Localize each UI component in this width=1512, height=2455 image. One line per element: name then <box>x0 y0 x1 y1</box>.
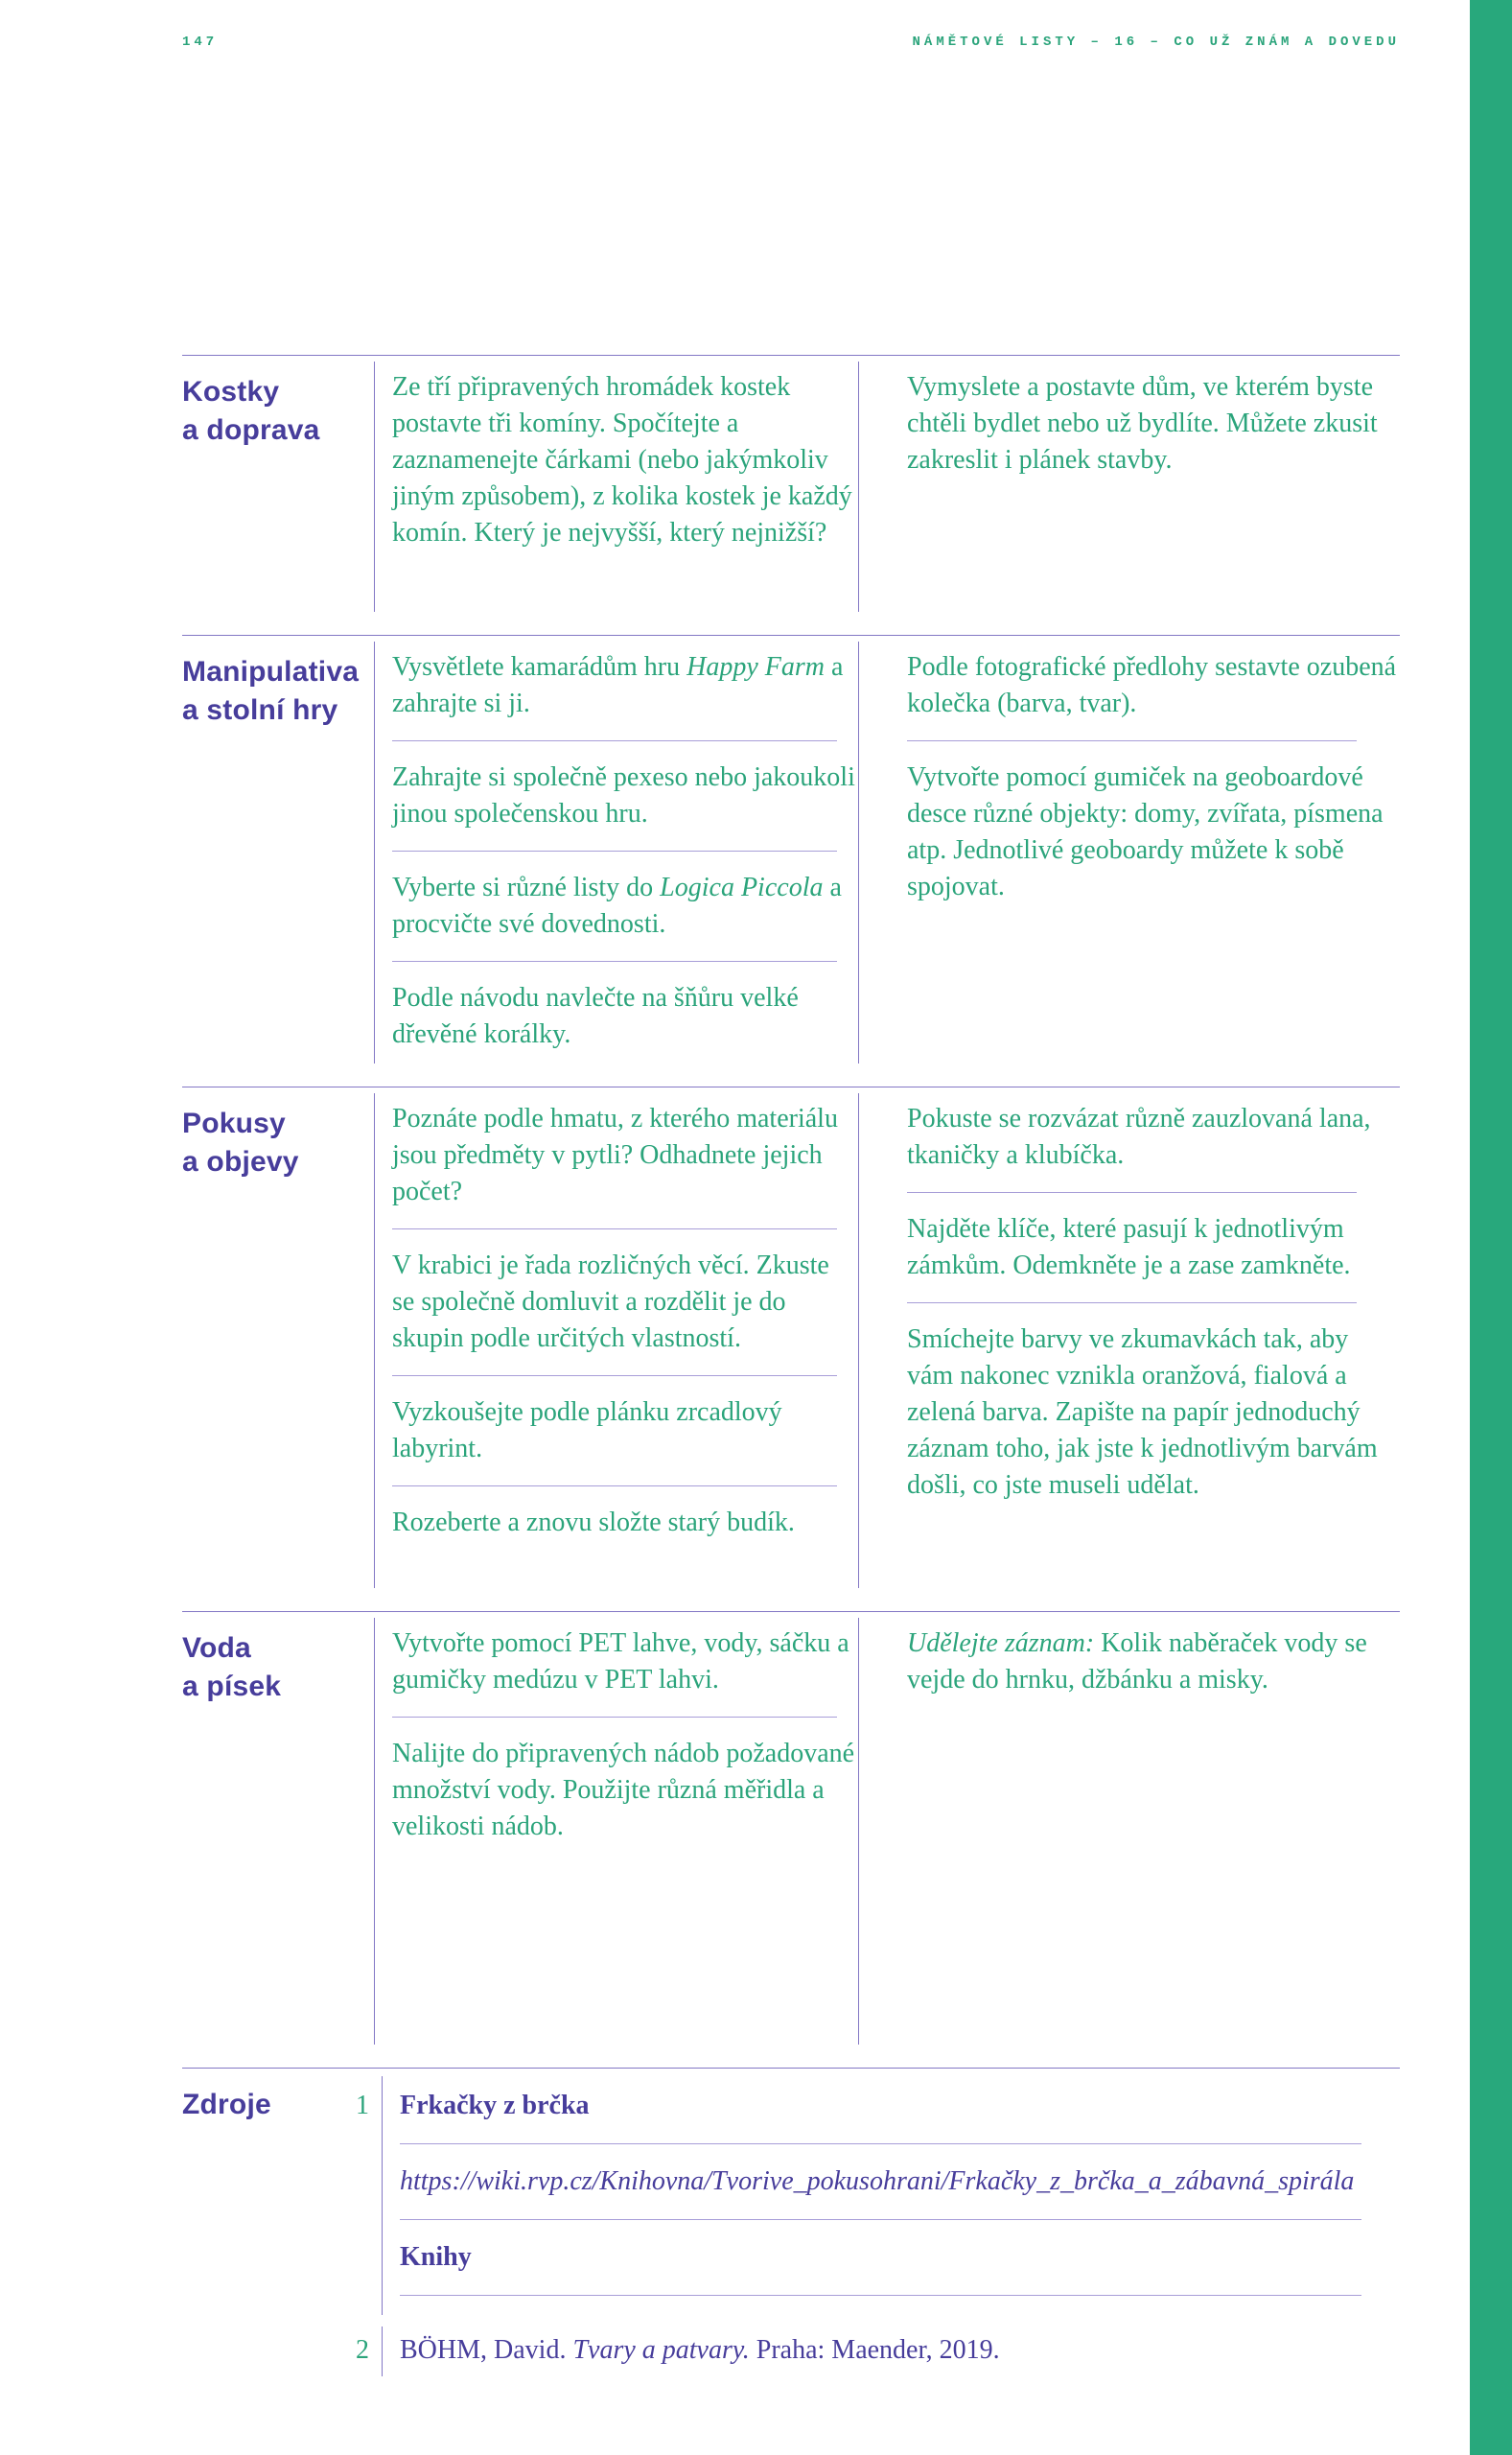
activity-text: Nalijte do připravených nádob požadované množství vody. Použijte různá měřidla a velikosti nádob. <box>392 1739 855 1841</box>
row-label <box>182 1612 374 2068</box>
activities-column-right <box>858 1093 1400 1588</box>
source-entry <box>331 2326 1400 2376</box>
activities-column-right <box>858 642 1400 1064</box>
item-separator <box>392 1228 837 1229</box>
sources-subheading: Knihy <box>400 2242 472 2272</box>
source-citation: BÖHM, David. Tvary a patvary. Praha: Maender, 2019. <box>400 2335 1000 2365</box>
activity-text: Vytvořte pomocí PET lahve, vody, sáčku a gumičky medúzu v PET lahvi. <box>392 1628 849 1695</box>
row-label-line: Kostky <box>182 376 280 408</box>
item-separator <box>400 2295 1361 2296</box>
activities-column-left <box>374 642 858 1064</box>
activity-text: Najděte klíče, které pasují k jednotlivým zámkům. Odemkněte je a zase zamkněte. <box>907 1214 1351 1280</box>
source-number: 1 <box>356 2091 369 2120</box>
activity-text: Podle návodu navlečte na šňůru velké dřevěné korálky. <box>392 983 799 1049</box>
row-label-line: a objevy <box>182 1146 299 1178</box>
page-number: 147 <box>182 35 219 50</box>
running-head <box>182 35 1400 50</box>
activities-column-left <box>374 1093 858 1588</box>
sources-label: Zdroje <box>182 2089 271 2120</box>
activity-text: Vytvořte pomocí gumiček na geoboardové desce různé objekty: domy, zvířata, písmena atp. Jednotlivé geoboardy můžete k sobě spojovat. <box>907 762 1384 901</box>
activities-column-right <box>858 362 1400 612</box>
activity-text: Vysvětlete kamarádům hru Happy Farm a zahrajte si ji. <box>392 652 844 718</box>
chapter-title: NÁMĚTOVÉ LISTY – 16 – CO UŽ ZNÁM A DOVEDU <box>912 35 1400 50</box>
row-label <box>182 1087 374 1611</box>
activity-text: V krabici je řada rozličných věcí. Zkuste se společně domluvit a rozdělit je do skupin podle určitých vlastností. <box>392 1251 829 1353</box>
activities-table <box>182 355 1400 2450</box>
table-row <box>182 1087 1400 1611</box>
source-number: 2 <box>356 2335 369 2365</box>
item-separator <box>392 1375 837 1376</box>
activity-text: Podle fotografické předlohy sestavte ozubená kolečka (barva, tvar). <box>907 652 1397 718</box>
item-separator <box>907 740 1357 741</box>
activity-text: Ze tří připravených hromádek kostek postavte tři komíny. Spočítejte a zaznamenejte čárkami (nebo jakýmkoliv jiným způsobem), z kolika kostek je každý komín. Který je nejvyšší, který nejnižší? <box>392 372 852 548</box>
row-label-line: Pokusy <box>182 1108 286 1139</box>
table-row <box>182 1611 1400 2068</box>
activities-column-left <box>374 1618 858 2045</box>
item-separator <box>392 851 837 852</box>
item-separator <box>392 1485 837 1486</box>
item-separator <box>400 2219 1361 2220</box>
activity-text: Vymyslete a postavte dům, ve kterém byste chtěli bydlet nebo už bydlíte. Můžete zkusit zakreslit i plánek stavby. <box>907 372 1378 475</box>
item-separator <box>392 961 837 962</box>
source-entry <box>331 2069 1400 2315</box>
table-row <box>182 635 1400 1087</box>
item-separator <box>907 1302 1357 1303</box>
source-title: Frkačky z brčka <box>400 2091 590 2120</box>
row-label <box>182 636 374 1087</box>
activities-column-left <box>374 362 858 612</box>
row-label-line: a doprava <box>182 414 320 446</box>
activity-text: Vyberte si různé listy do Logica Piccola a procvičte své dovednosti. <box>392 873 842 939</box>
item-separator <box>392 740 837 741</box>
row-label-line: a stolní hry <box>182 694 338 726</box>
item-separator <box>907 1192 1357 1193</box>
activity-text: Zahrajte si společně pexeso nebo jakoukoli jinou společenskou hru. <box>392 762 855 829</box>
row-label-line: a písek <box>182 1671 282 1702</box>
accent-bar <box>1470 0 1512 2455</box>
activity-text: Smíchejte barvy ve zkumavkách tak, aby vám nakonec vznikla oranžová, fialová a zelená barva. Zapište na papír jednoduchý záznam toho, jak jste k jednotlivým barvám došli, co jste museli udělat. <box>907 1324 1378 1500</box>
sources-section <box>182 2068 1400 2450</box>
activity-text: Poznáte podle hmatu, z kterého materiálu jsou předměty v pytli? Odhadnete jejich počet? <box>392 1104 838 1206</box>
activities-column-right <box>858 1618 1400 2045</box>
row-label-line: Voda <box>182 1632 251 1664</box>
activity-text: Udělejte záznam: Kolik naběraček vody se vejde do hrnku, džbánku a misky. <box>907 1628 1367 1695</box>
activity-text: Vyzkoušejte podle plánku zrcadlový labyrint. <box>392 1397 782 1463</box>
row-label-line: Manipulativa <box>182 656 360 688</box>
item-separator <box>392 1717 837 1718</box>
source-entry-content <box>382 2076 1400 2315</box>
item-separator <box>400 2143 1361 2144</box>
source-url[interactable]: https://wiki.rvp.cz/Knihovna/Tvorive_pokusohrani/Frkačky_z_brčka_a_zábavná_spirála <box>400 2166 1355 2196</box>
source-entry-content <box>382 2326 1400 2376</box>
row-label <box>182 356 374 635</box>
activity-text: Pokuste se rozvázat různě zauzlovaná lana, tkaničky a klubíčka. <box>907 1104 1371 1170</box>
activity-text: Rozeberte a znovu složte starý budík. <box>392 1508 795 1537</box>
table-row <box>182 355 1400 635</box>
